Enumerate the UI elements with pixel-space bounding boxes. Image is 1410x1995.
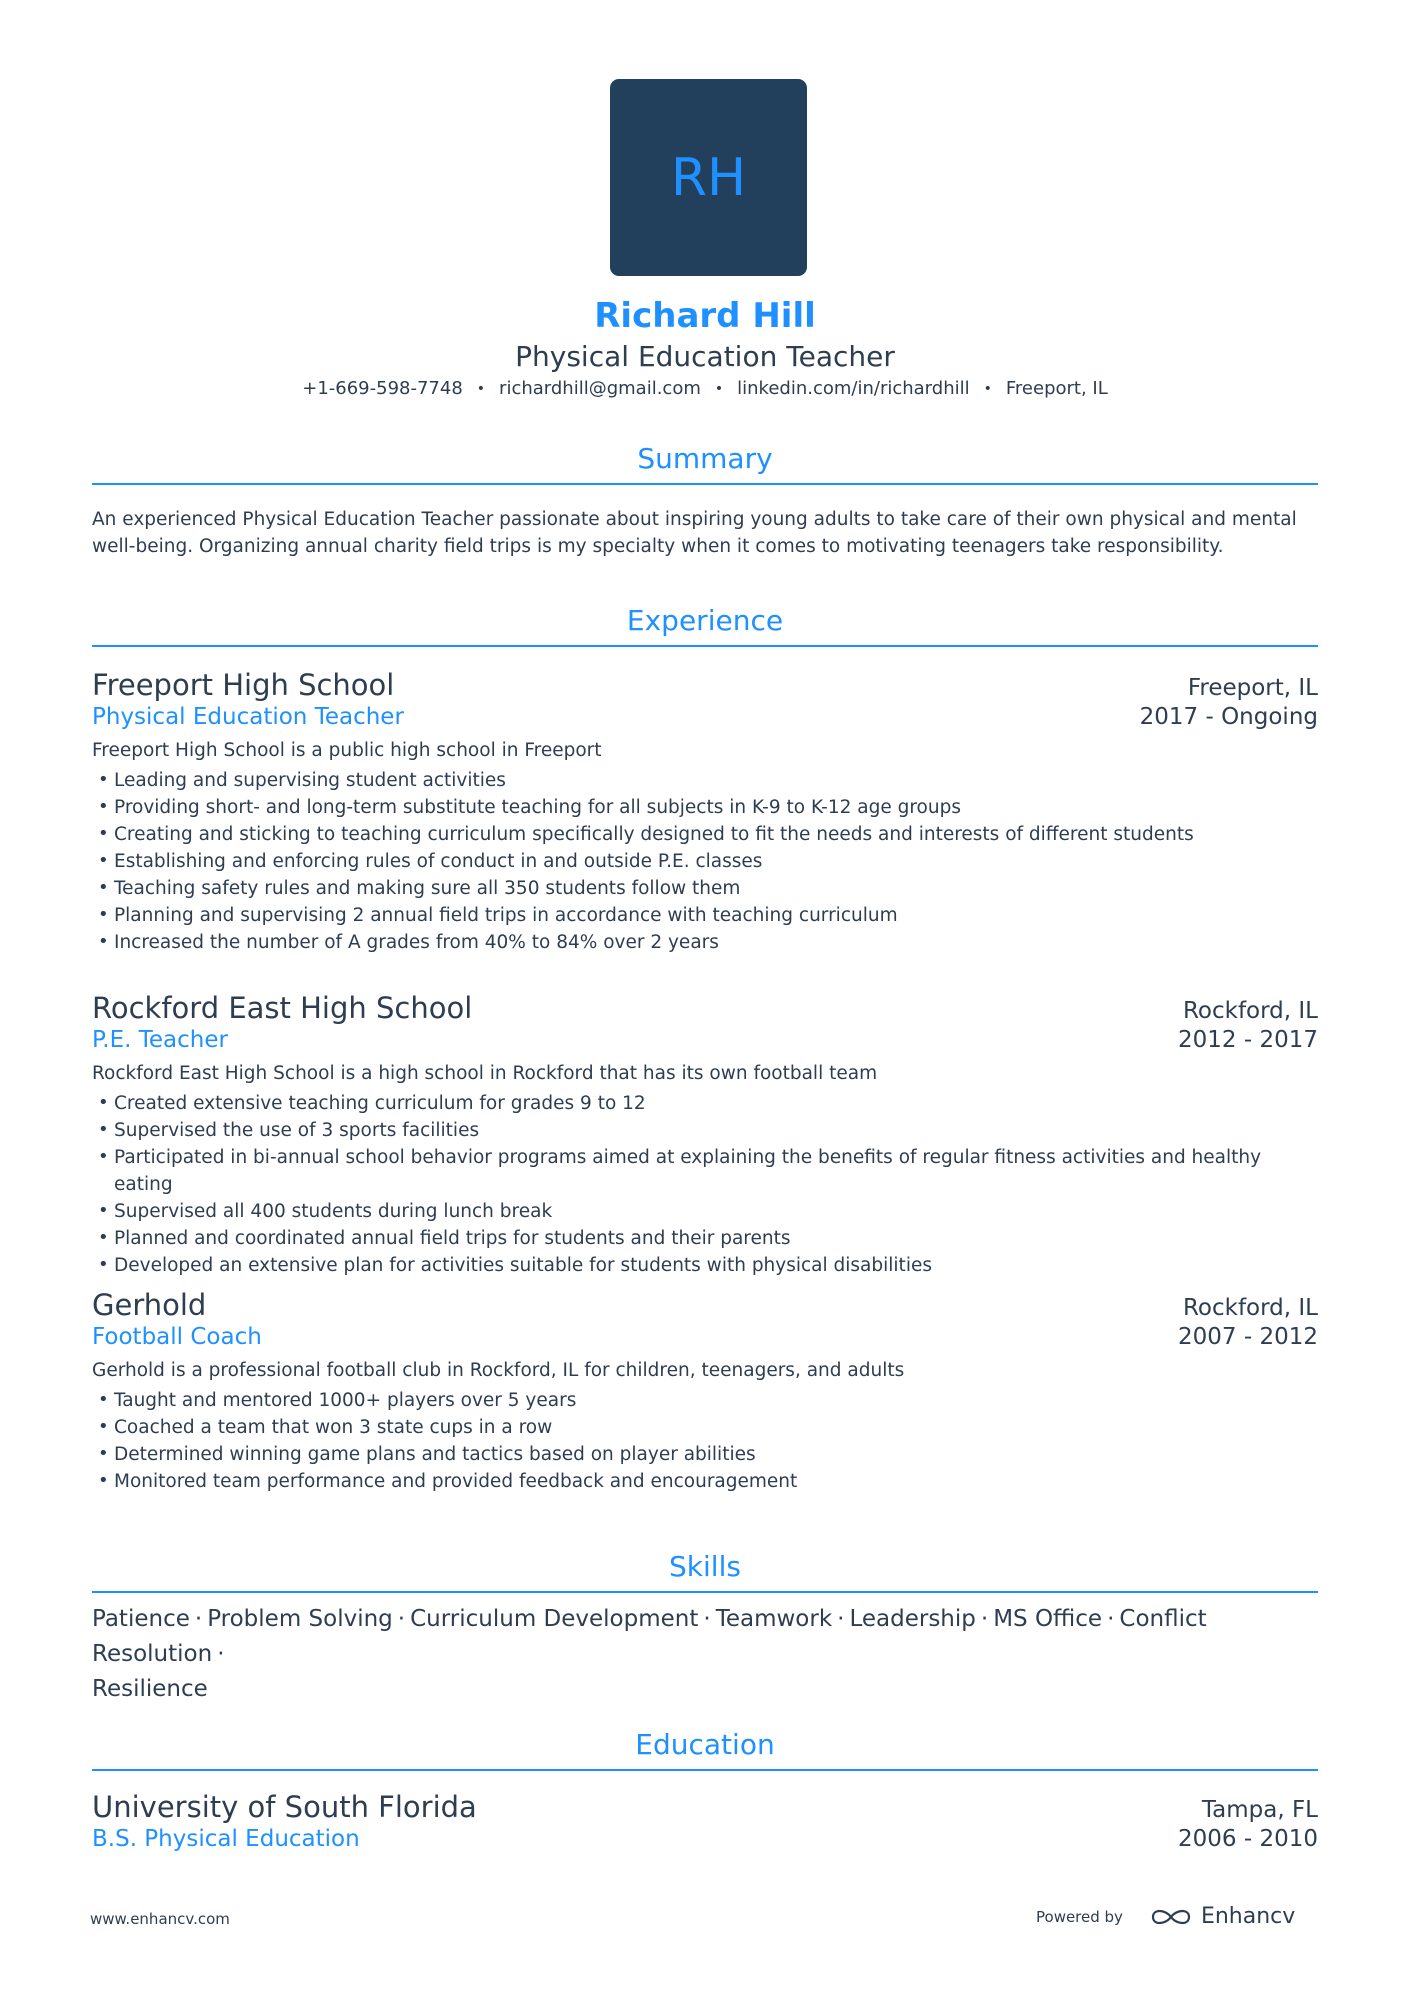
skills-heading: Skills: [92, 1550, 1318, 1593]
candidate-name: Richard Hill: [594, 296, 816, 336]
skill-item: Teamwork: [715, 1606, 833, 1632]
job-dates: 2007 - 2012: [1178, 1324, 1318, 1350]
list-item: • Creating and sticking to teaching curriculum specifically designed to fit the needs and interests of different students: [92, 821, 1318, 848]
bullet-separator: •: [476, 380, 486, 397]
powered-by-label: Powered by: [1036, 1907, 1123, 1926]
skill-item: Resilience: [92, 1676, 208, 1702]
company-description: Gerhold is a professional football club in Rockford, IL for children, teenagers, and adults: [92, 1360, 905, 1381]
job-bullets: [92, 767, 1318, 956]
candidate-title: Physical Education Teacher: [515, 340, 895, 373]
job-location: Rockford, IL: [1182, 1295, 1318, 1321]
job-role: P.E. Teacher: [92, 1027, 228, 1053]
list-item: • Monitored team performance and provided feedback and encouragement: [92, 1468, 1318, 1495]
school-name: University of South Florida: [92, 1790, 477, 1824]
company-name: Rockford East High School: [92, 991, 473, 1025]
education-heading: Education: [92, 1728, 1318, 1771]
company-name: Freeport High School: [92, 668, 395, 702]
skill-item: Problem Solving: [207, 1606, 393, 1632]
job-dates: 2012 - 2017: [1178, 1027, 1318, 1053]
contact-location: Freeport, IL: [1005, 378, 1108, 399]
list-item: • Planned and coordinated annual field trips for students and their parents: [92, 1225, 1318, 1252]
summary-text: An experienced Physical Education Teacher passionate about inspiring young adults to take care of their own physical and mental well-being. Organizing annual charity field trips is my specialty when it comes to motivating teenagers take responsibility.: [92, 509, 1297, 557]
list-item: • Participated in bi-annual school behavior programs aimed at explaining the benefits of regular fitness activities and healthy eating: [92, 1144, 1318, 1198]
company-name: Gerhold: [92, 1288, 207, 1322]
job-location: Rockford, IL: [1182, 998, 1318, 1024]
list-item: • Establishing and enforcing rules of conduct in and outside P.E. classes: [92, 848, 1318, 875]
skill-item: Leadership: [849, 1606, 976, 1632]
list-item: • Created extensive teaching curriculum for grades 9 to 12: [92, 1090, 1318, 1117]
experience-heading: Experience: [92, 604, 1318, 647]
list-item: • Supervised the use of 3 sports facilities: [92, 1117, 1318, 1144]
skill-item: Curriculum Development: [410, 1606, 699, 1632]
education-dates: 2006 - 2010: [1178, 1826, 1318, 1852]
list-item: • Increased the number of A grades from 40% to 84% over 2 years: [92, 929, 1318, 956]
skills-list: Patience · Problem Solving · Curriculum Development · Teamwork · Leadership · MS Office · Conflict Resolution · Resilience: [92, 1606, 1207, 1702]
list-item: • Developed an extensive plan for activities suitable for students with physical disabilities: [92, 1252, 1318, 1279]
list-item: • Providing short- and long-term substitute teaching for all subjects in K-9 to K-12 age groups: [92, 794, 1318, 821]
skill-item: Conflict Resolution: [92, 1606, 1207, 1667]
list-item: • Supervised all 400 students during lunch break: [92, 1198, 1318, 1225]
degree: B.S. Physical Education: [92, 1826, 360, 1852]
job-role: Physical Education Teacher: [92, 704, 404, 730]
experience-entry: [92, 668, 1318, 956]
job-role: Football Coach: [92, 1324, 262, 1350]
experience-entry: [92, 1288, 1318, 1495]
contact-phone: +1-669-598-7748: [302, 378, 463, 399]
list-item: • Planning and supervising 2 annual field trips in accordance with teaching curriculum: [92, 902, 1318, 929]
job-location: Freeport, IL: [1187, 675, 1318, 701]
school-location: Tampa, FL: [1201, 1797, 1318, 1823]
job-dates: 2017 - Ongoing: [1139, 704, 1318, 730]
enhancv-logo-icon: [1149, 1905, 1193, 1929]
list-item: • Teaching safety rules and making sure all 350 students follow them: [92, 875, 1318, 902]
summary-heading: Summary: [92, 442, 1318, 485]
contact-email[interactable]: richardhill@gmail.com: [499, 378, 701, 399]
footer-website[interactable]: www.enhancv.com: [90, 1910, 230, 1928]
list-item: • Taught and mentored 1000+ players over 5 years: [92, 1387, 1318, 1414]
company-description: Rockford East High School is a high school in Rockford that has its own football team: [92, 1063, 878, 1084]
footer-branding: [1036, 1904, 1295, 1929]
bullet-separator: •: [714, 380, 724, 397]
contact-info: [0, 378, 1410, 399]
skill-item: MS Office: [993, 1606, 1103, 1632]
company-description: Freeport High School is a public high school in Freeport: [92, 740, 602, 761]
bullet-separator: •: [983, 380, 992, 397]
list-item: • Coached a team that won 3 state cups in a row: [92, 1414, 1318, 1441]
avatar: RH: [610, 79, 807, 276]
education-entry: [92, 1790, 1318, 1852]
job-bullets: [92, 1387, 1318, 1495]
skill-item: Patience: [92, 1606, 190, 1632]
brand-name: Enhancv: [1200, 1904, 1296, 1929]
contact-linkedin[interactable]: linkedin.com/in/richardhill: [737, 378, 970, 399]
experience-entry: [92, 991, 1318, 1279]
list-item: • Determined winning game plans and tactics based on player abilities: [92, 1441, 1318, 1468]
list-item: • Leading and supervising student activities: [92, 767, 1318, 794]
job-bullets: [92, 1090, 1318, 1279]
